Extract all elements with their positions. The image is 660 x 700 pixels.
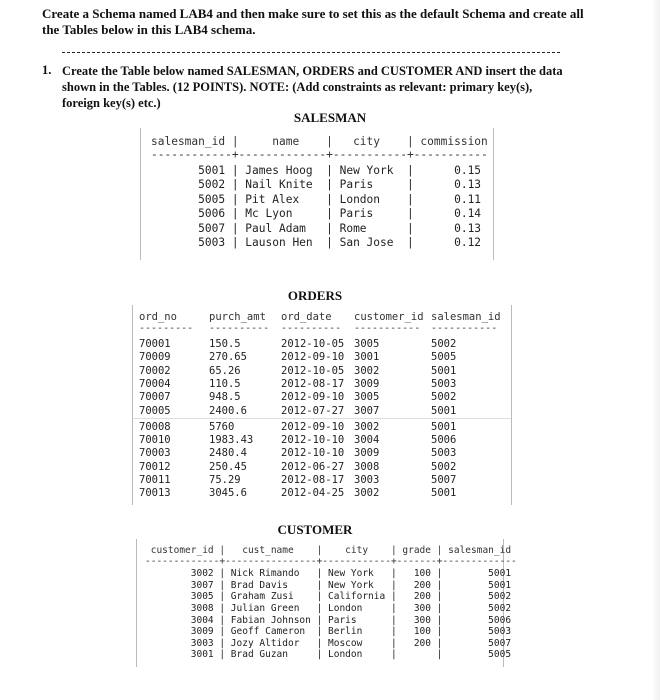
table-row: 3009 | Geoff Cameron | Berlin | 100 | 5003: [145, 626, 512, 637]
orders-separator: -----------: [431, 323, 498, 334]
orders-cell-purch-amt: 150.5: [209, 338, 241, 350]
orders-cell-salesman-id: 5002: [431, 391, 457, 404]
orders-cell-customer-id: 3007: [354, 404, 380, 417]
orders-cell-purch-amt: 75.29: [209, 474, 241, 486]
orders-cell-ord-date: 2012-09-10: [281, 420, 345, 433]
orders-cell-ord-date: 2012-07-27: [281, 404, 345, 417]
orders-cell-ord-date: 2012-06-27: [281, 460, 345, 473]
orders-cell-customer-id: 3002: [354, 420, 380, 433]
orders-cell-ord-date: 2012-08-17: [281, 377, 345, 390]
table-row: 5005 | Pit Alex | London | 0.11: [151, 193, 482, 206]
page-edge-shadow: [652, 0, 660, 700]
orders-cell-salesman-id: 5003: [431, 447, 457, 460]
dashed-divider: [62, 52, 560, 53]
orders-cell-salesman-id: 5001: [431, 487, 457, 500]
orders-separator: ----------: [281, 323, 342, 334]
salesman-separator: ------------+-------------+-----------+-----------: [151, 148, 488, 161]
orders-header-purch-amt: purch_amt: [209, 311, 266, 323]
orders-cell-customer-id: 3008: [354, 460, 380, 473]
orders-cell-purch-amt: 2400.6: [209, 404, 247, 417]
table-row: 5002 | Nail Knite | Paris | 0.13: [151, 178, 482, 191]
orders-cell-salesman-id: 5001: [431, 404, 457, 417]
orders-cell-salesman-id: 5001: [431, 364, 457, 377]
table-row: 3003 | Jozy Altidor | Moscow | 200 | 5007: [145, 638, 512, 649]
orders-cell-customer-id: 3004: [354, 434, 380, 447]
orders-header-salesman-id: salesman_id: [431, 311, 501, 323]
orders-cell-purch-amt: 110.5: [209, 377, 241, 390]
customer-title: CUSTOMER: [277, 522, 353, 537]
salesman-title: SALESMAN: [293, 110, 367, 125]
orders-separator: -----------: [354, 323, 421, 334]
orders-cell-ord-no: 70003: [139, 447, 171, 460]
customer-header: customer_id | cust_name | city | grade | salesman_id: [145, 545, 512, 556]
orders-cell-customer-id: 3005: [354, 338, 380, 350]
customer-separator: -------------+----------------+------------+-------+-------------: [145, 556, 517, 567]
table-row: 3005 | Graham Zusi | California | 200 | 5002: [145, 591, 512, 602]
orders-cell-ord-no: 70001: [139, 338, 171, 350]
table-row: 3002 | Nick Rimando | New York | 100 | 5001: [145, 568, 512, 579]
orders-cell-ord-no: 70008: [139, 420, 171, 433]
customer-table: [136, 539, 517, 667]
orders-cell-customer-id: 3009: [354, 377, 380, 390]
table-row: 5007 | Paul Adam | Rome | 0.13: [151, 222, 482, 235]
table-row: 3008 | Julian Green | London | 300 | 5002: [145, 603, 512, 614]
orders-cell-purch-amt: 2480.4: [209, 447, 247, 460]
orders-cell-salesman-id: 5005: [431, 351, 457, 364]
orders-cell-ord-date: 2012-10-05: [281, 364, 345, 377]
orders-cell-customer-id: 3005: [354, 391, 380, 404]
orders-separator: ---------: [139, 323, 194, 334]
orders-cell-purch-amt: 3045.6: [209, 487, 247, 500]
question-text: Create the Table below named SALESMAN, ORDERS and CUSTOMER AND insert the data shown in the Tables. (12 POINTS). NOTE: (Add constraints as relevant: primary key(s), foreign key(s) etc.): [62, 64, 563, 110]
orders-group-divider: [133, 418, 511, 419]
orders-cell-salesman-id: 5002: [431, 338, 457, 350]
orders-cell-ord-date: 2012-10-10: [281, 434, 345, 447]
orders-cell-ord-date: 2012-09-10: [281, 391, 345, 404]
orders-rows: [133, 305, 511, 505]
orders-header-customer-id: customer_id: [354, 311, 424, 323]
orders-cell-salesman-id: 5003: [431, 377, 457, 390]
orders-cell-purch-amt: 948.5: [209, 391, 241, 404]
orders-cell-ord-date: 2012-10-05: [281, 338, 345, 350]
table-row: 5001 | James Hoog | New York | 0.15: [151, 164, 482, 177]
orders-cell-ord-no: 70007: [139, 391, 171, 404]
intro-instructions: Create a Schema named LAB4 and then make sure to set this as the default Schema and create all the Tables below in this LAB4 schema.: [42, 6, 584, 37]
orders-cell-purch-amt: 5760: [209, 420, 235, 433]
orders-cell-customer-id: 3002: [354, 364, 380, 377]
orders-cell-customer-id: 3001: [354, 351, 380, 364]
orders-cell-purch-amt: 1983.43: [209, 434, 254, 447]
orders-title: ORDERS: [287, 288, 343, 303]
orders-cell-customer-id: 3009: [354, 447, 380, 460]
orders-cell-ord-date: 2012-10-10: [281, 447, 345, 460]
salesman-table: [140, 128, 494, 260]
table-row: 3004 | Fabian Johnson | Paris | 300 | 5006: [145, 615, 512, 626]
orders-header-ord-date: ord_date: [281, 311, 332, 323]
orders-cell-ord-no: 70011: [139, 474, 171, 486]
table-row: 3007 | Brad Davis | New York | 200 | 5001: [145, 580, 512, 591]
orders-cell-purch-amt: 250.45: [209, 460, 247, 473]
orders-cell-ord-no: 70009: [139, 351, 171, 364]
salesman-header: salesman_id | name | city | commission: [151, 135, 488, 148]
orders-cell-ord-no: 70012: [139, 460, 171, 473]
orders-table: [132, 305, 512, 505]
orders-header-ord-no: ord_no: [139, 311, 177, 323]
table-row: 3001 | Brad Guzan | London | | 5005: [145, 649, 512, 660]
orders-cell-salesman-id: 5006: [431, 434, 457, 447]
orders-cell-ord-no: 70010: [139, 434, 171, 447]
orders-cell-ord-date: 2012-08-17: [281, 474, 345, 486]
orders-cell-purch-amt: 270.65: [209, 351, 247, 364]
orders-cell-salesman-id: 5001: [431, 420, 457, 433]
orders-separator: ----------: [209, 323, 270, 334]
orders-cell-salesman-id: 5002: [431, 460, 457, 473]
orders-cell-ord-date: 2012-04-25: [281, 487, 345, 500]
orders-cell-ord-no: 70002: [139, 364, 171, 377]
orders-cell-ord-no: 70004: [139, 377, 171, 390]
question-number: 1.: [42, 63, 52, 77]
orders-cell-ord-no: 70005: [139, 404, 171, 417]
table-row: 5003 | Lauson Hen | San Jose | 0.12: [151, 236, 482, 249]
orders-cell-ord-no: 70013: [139, 487, 171, 500]
orders-cell-salesman-id: 5007: [431, 474, 457, 486]
orders-cell-purch-amt: 65.26: [209, 364, 241, 377]
table-row: 5006 | Mc Lyon | Paris | 0.14: [151, 207, 482, 220]
orders-cell-customer-id: 3003: [354, 474, 380, 486]
orders-cell-customer-id: 3002: [354, 487, 380, 500]
orders-cell-ord-date: 2012-09-10: [281, 351, 345, 364]
